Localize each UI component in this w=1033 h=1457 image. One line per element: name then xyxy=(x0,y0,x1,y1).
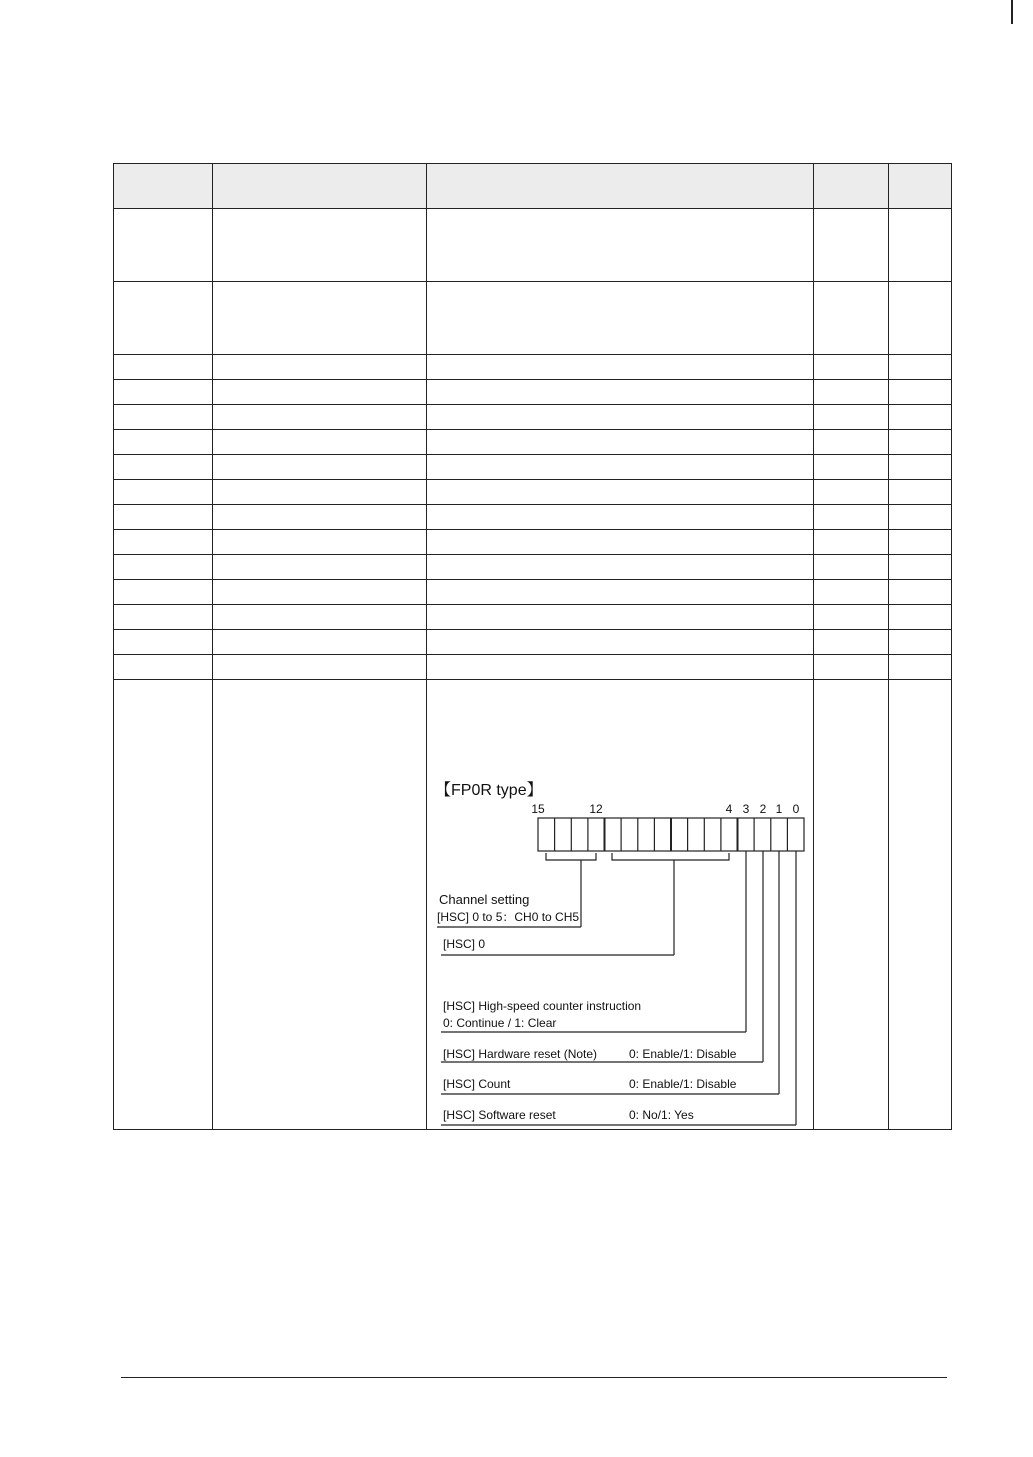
bit-label-15: 15 xyxy=(531,802,545,816)
header-cell-write xyxy=(889,164,952,209)
table-row xyxy=(114,505,952,530)
header-cell-description xyxy=(427,164,814,209)
bit-label-0: 0 xyxy=(792,802,800,816)
table-row xyxy=(114,380,952,405)
table-row xyxy=(114,430,952,455)
hsc-instruction-values: 0: Continue / 1: Clear xyxy=(443,1016,557,1030)
header-cell-name xyxy=(213,164,427,209)
bit-label-3: 3 xyxy=(742,802,750,816)
table-row xyxy=(114,480,952,505)
hsc-instruction-label: [HSC] High-speed counter instruction xyxy=(443,999,642,1013)
diagram-title: 【FP0R type】 xyxy=(435,782,543,799)
table-row xyxy=(114,405,952,430)
channel-setting-label: Channel setting xyxy=(439,892,530,907)
bit-label-12: 12 xyxy=(589,802,603,816)
table-row xyxy=(114,580,952,605)
special-data-register-table xyxy=(113,163,952,1130)
header-cell-address xyxy=(114,164,213,209)
table-row xyxy=(114,530,952,555)
hardware-reset-values: 0: Enable/1: Disable xyxy=(629,1047,737,1061)
table-row xyxy=(114,282,952,355)
count-label: [HSC] Count xyxy=(443,1077,511,1091)
header-cell-read xyxy=(814,164,889,209)
register-bit-boxes xyxy=(538,818,804,851)
software-reset-label: [HSC] Software reset xyxy=(443,1108,556,1122)
bit-label-1: 1 xyxy=(775,802,783,816)
table-row xyxy=(114,630,952,655)
bit-label-4: 4 xyxy=(725,802,733,816)
footer-divider xyxy=(121,1377,947,1378)
table-row xyxy=(114,655,952,680)
channel-setting-detail: [HSC] 0 to 5：CH0 to CH5 xyxy=(437,910,580,924)
register-bit-diagram xyxy=(427,680,814,1129)
table-row xyxy=(114,455,952,480)
unused-bits-label: [HSC] 0 xyxy=(443,937,486,951)
table-row xyxy=(114,355,952,380)
table-row-control-register xyxy=(114,680,952,1130)
table-header-row xyxy=(114,164,952,209)
table-row xyxy=(114,605,952,630)
hardware-reset-label: [HSC] Hardware reset (Note) xyxy=(443,1047,598,1061)
page-edge-mark xyxy=(1011,0,1013,24)
count-values: 0: Enable/1: Disable xyxy=(629,1077,737,1091)
software-reset-values: 0: No/1: Yes xyxy=(629,1108,694,1122)
table-row xyxy=(114,555,952,580)
description-cell-diagram xyxy=(427,680,814,1130)
bit-label-2: 2 xyxy=(759,802,767,816)
table-row xyxy=(114,209,952,282)
